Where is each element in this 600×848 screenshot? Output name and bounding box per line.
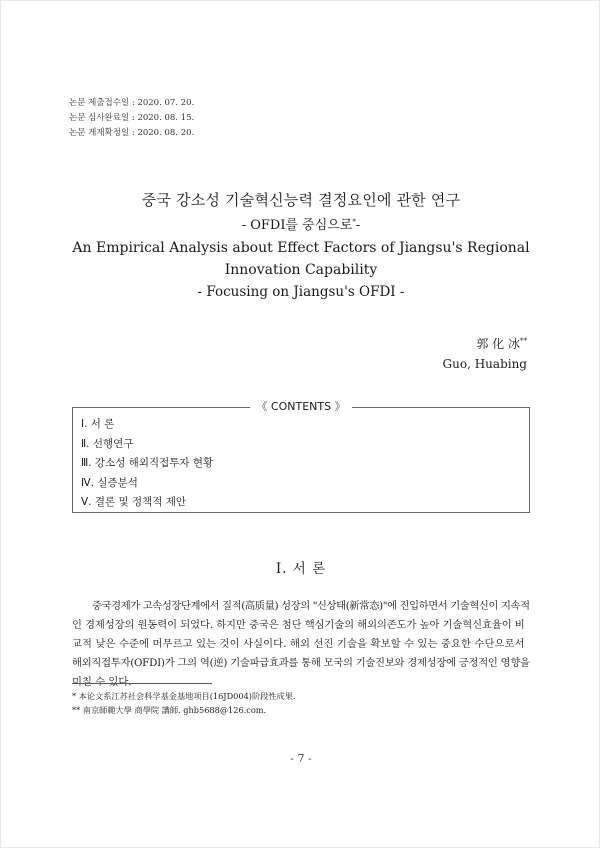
contents-title (1, 399, 600, 415)
contents-item: Ⅱ. 선행연구 (81, 437, 134, 450)
contents-title-text: 《 CONTENTS 》 (250, 400, 351, 413)
date-submitted: 논문 제출접수일 : 2020. 07. 20. (69, 98, 195, 108)
author-name-en: Guo, Huabing (442, 357, 527, 371)
submission-dates (69, 96, 194, 141)
body-line: 미칠 수 있다. (72, 676, 132, 688)
english-title-line1: An Empirical Analysis about Effect Factors of Jiangsu's Regional (72, 240, 530, 256)
page-number: - 7 - (290, 752, 312, 765)
body-line: 교적 낮은 수준에 머무르고 있는 것이 사실이다. 해외 선진 기술을 확보할 수 있는 중요한 수단으로서 (72, 638, 525, 650)
date-reviewed: 논문 심사완료일 : 2020. 08. 15. (69, 113, 195, 123)
english-title-line2: Innovation Capability (224, 262, 378, 278)
korean-title: 중국 강소성 기술혁신능력 결정요인에 관한 연구 (141, 191, 461, 209)
footnote-mark-double-star: ** (520, 337, 527, 345)
section-heading: Ⅰ. 서 론 (275, 561, 327, 577)
contents-item: Ⅴ. 결론 및 정책적 제안 (81, 496, 187, 508)
footnote-divider (72, 683, 212, 684)
body-text (72, 597, 530, 692)
korean-subtitle (1, 211, 600, 237)
date-accepted: 논문 게재확정일 : 2020. 08. 20. (69, 128, 195, 138)
contents-item: Ⅰ. 서 론 (81, 418, 115, 430)
contents-item: Ⅳ. 실증분석 (81, 476, 138, 489)
contents-list (81, 415, 213, 513)
body-line: 해외직접투자(OFDI)가 그의 역(逆) 기술파급효과를 통해 모국의 기술진보와 경제성장에 긍정적인 영향을 (72, 657, 530, 669)
author-name-cn-text: 郭 化 冰 (476, 337, 520, 351)
body-line: 인 경제성장의 원동력이 되었다. 하지만 중국은 첨단 핵심기술의 해외의존도가 높아 기술혁신효율이 비 (72, 619, 525, 631)
korean-subtitle-end: - (355, 218, 361, 233)
footnotes (72, 689, 296, 717)
footnote-funding: * 本论文系江苏社会科学基金基地项目(16JD004)阶段性成果. (72, 691, 296, 701)
contents-item: Ⅲ. 강소성 해외직접투자 현황 (81, 457, 214, 469)
body-line: 중국경제가 고속성장단계에서 질적(高质量) 성장의 "신상태(新常态)"에 진입하면서 기술혁신이 지속적 (92, 600, 530, 612)
author-name-cn (443, 331, 527, 354)
footnote-author: ** 南京師範大學 商學院 講師. ghb5688@126.com. (72, 705, 267, 715)
footnote-mark-star: * (352, 218, 356, 226)
title-block (1, 189, 600, 303)
english-subtitle: - Focusing on Jiangsu's OFDI - (197, 284, 405, 300)
korean-subtitle-text: - OFDI를 중심으로 (241, 218, 353, 233)
author-block (443, 331, 527, 374)
